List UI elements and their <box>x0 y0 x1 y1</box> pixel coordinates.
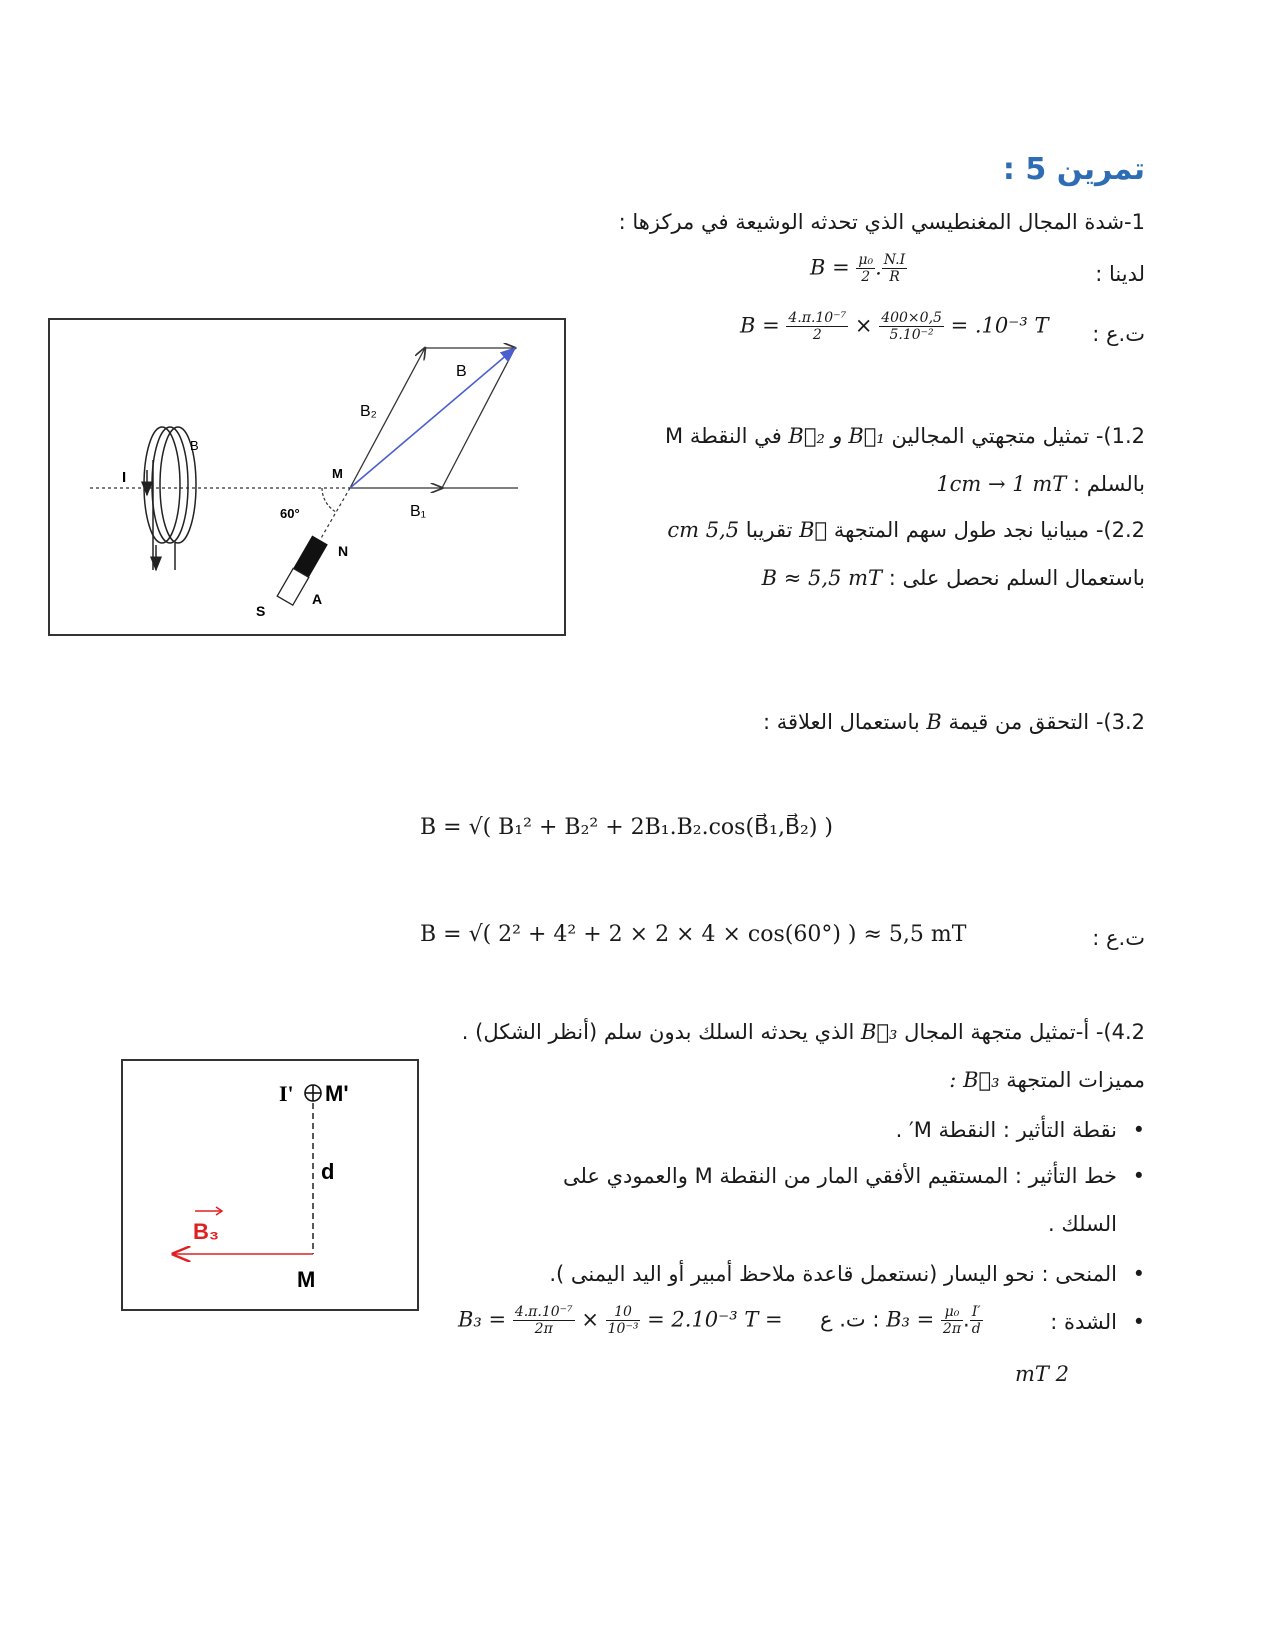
label-I: I <box>122 469 127 486</box>
figure-coil-svg <box>50 320 564 634</box>
label-A: A <box>312 591 323 607</box>
bullet-intensity: الشدة : • <box>1050 1310 1117 1334</box>
bullet-line-of-action-cont: السلك . <box>1048 1212 1117 1236</box>
label-coil-B: B <box>190 438 199 453</box>
label-d: d <box>321 1159 335 1184</box>
figure-coil-vectors <box>48 318 566 636</box>
label-M-wire: M <box>297 1267 316 1292</box>
question-1-2: 1.2)- تمثيل متجهتي المجالين B⃗₁ و B⃗₂ في النقطة M <box>665 424 1145 448</box>
label-S: S <box>256 603 266 619</box>
bullet-direction: المنحى : نحو اليسار (نستعمل قاعدة ملاحظ أمبير أو اليد اليمنى ). • <box>549 1262 1117 1286</box>
angle-arc <box>322 488 336 512</box>
exercise-title: تمرين 5 : <box>1002 152 1145 187</box>
figure-wire-vector <box>121 1059 419 1311</box>
intensity-result: 2 mT <box>1015 1362 1069 1386</box>
numeric-app-label-2: ت.ع : <box>1092 926 1145 950</box>
question-1: 1-شدة المجال المغنطيسي الذي تحدثه الوشيعة في مركزها : <box>618 210 1145 234</box>
label-I-prime: I' <box>279 1081 294 1106</box>
scale-line: بالسلم : 1cm → 1 mT <box>936 472 1145 496</box>
coil-shape <box>144 427 196 570</box>
features-label: مميزات المتجهة B⃗₃ : <box>949 1068 1145 1092</box>
formula-general: B = √( B₁² + B₂² + 2B₁.B₂.cos(B⃗₁,B⃗₂) ) <box>420 815 834 840</box>
label-M: M <box>332 466 343 481</box>
question-2-2: 2.2)- مبيانيا نجد طول سهم المتجهة B⃗ تقريبا 5,5 cm <box>667 518 1145 542</box>
formula-numeric: B = √( 2² + 4² + 2 × 2 × 4 × cos(60°) ) ≈ 5,5 mT <box>420 922 967 947</box>
given-label: لدينا : <box>1095 262 1145 286</box>
label-N: N <box>338 543 349 559</box>
question-4-2: 4.2)- أ-تمثيل متجهة المجال B⃗₃ الذي يحدثه السلك بدون سلم (أنظر الشكل) . <box>461 1020 1145 1044</box>
label-angle: 60° <box>280 506 300 521</box>
bullet-application-point: نقطة التأثير : النقطة M′ . • <box>896 1118 1117 1142</box>
numeric-app-label-1: ت.ع : <box>1092 322 1145 346</box>
question-3-2: 3.2)- التحقق من قيمة B باستعمال العلاقة : <box>762 710 1145 734</box>
intensity-formulas: B₃ = $\frac{\text{4.π.10⁻⁷}}{2\pi}$ × $\frac{10}{\text{10⁻³}}$ = 2.10⁻³ T = ت. ع : B₃ = $\frac{\text{μ₀}}{2\pi}$ . $\frac{I'}{d}$ <box>458 1304 981 1338</box>
parallelogram-right <box>442 348 515 488</box>
label-B2: B₂ <box>360 403 377 420</box>
label-B3: B₃ <box>193 1219 220 1244</box>
scale-result: باستعمال السلم نحصل على : B ≈ 5,5 mT <box>761 566 1145 590</box>
label-B1: B₁ <box>410 503 427 520</box>
figure-wire-svg <box>123 1061 417 1309</box>
formula-coil-numeric: B = $\frac{\text{4.π.10⁻⁷}}{2}$ × $\frac{400\times 0,5}{\text{5.10⁻²}}$ = .10⁻³ T <box>740 310 1049 344</box>
label-B: B <box>456 363 467 380</box>
bullet-line-of-action: خط التأثير : المستقيم الأفقي المار من النقطة M والعمودي على • <box>563 1164 1117 1188</box>
formula-coil: B = $\frac{\text{μ₀}}{2}$ . $\frac{N.I}{R}$ <box>810 252 906 286</box>
label-M-prime: M' <box>325 1081 349 1106</box>
